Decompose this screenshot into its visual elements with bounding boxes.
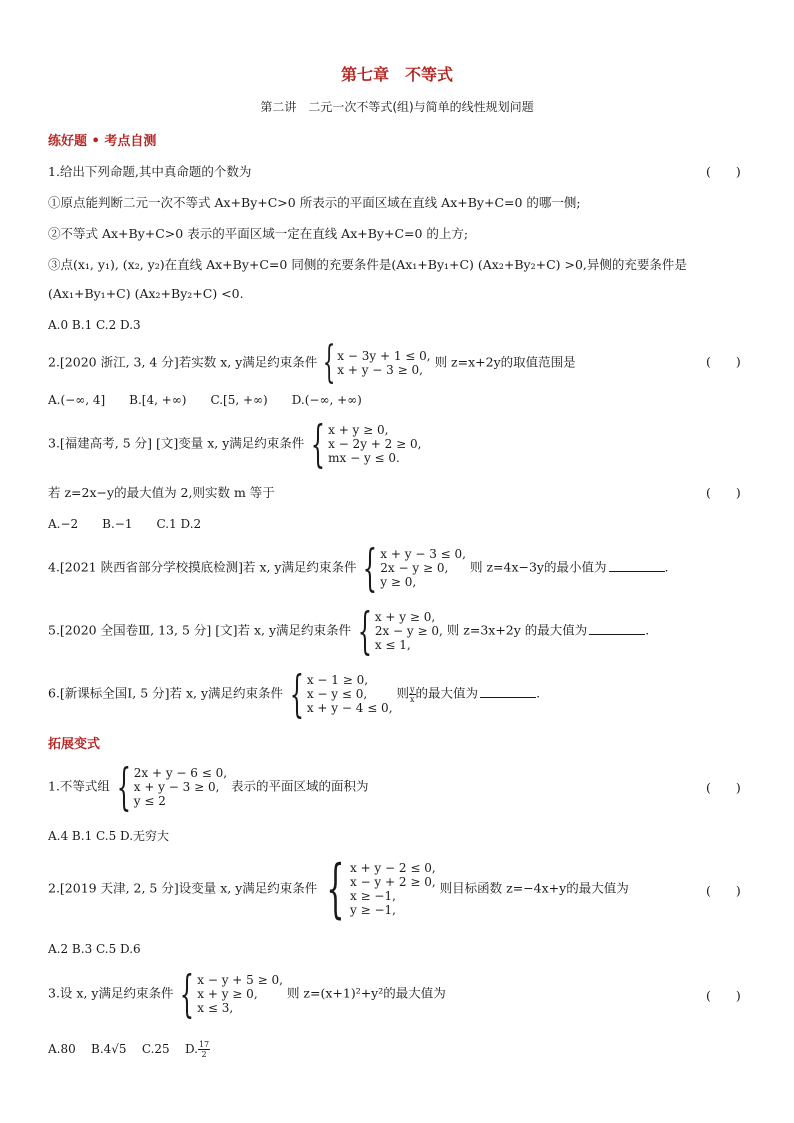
constraint-row: x − 1 ≥ 0, <box>306 673 369 687</box>
constraint-row: x + y ≥ 0, <box>197 987 258 1001</box>
extension-1 <box>48 758 369 816</box>
left-brace: { <box>289 665 305 723</box>
constraint-row: 2x − y ≥ 0, <box>374 624 443 638</box>
section-heading-practice: 练好题 • 考点自测 <box>48 134 157 149</box>
problem-1-stem: 1.给出下列命题,其中真命题的个数为 <box>48 164 252 179</box>
extension-3 <box>48 965 446 1023</box>
constraint-system <box>321 337 431 388</box>
problem-1-item-2: ②不等式 Ax+By+C>0 表示的平面区域一定在直线 Ax+By+C=0 的上方; <box>48 226 469 241</box>
constraint-system <box>114 758 228 816</box>
option-a: A.80 <box>48 1042 76 1056</box>
extension-1-pre: 1.不等式组 <box>48 778 110 794</box>
constraint-system <box>355 602 443 660</box>
extension-2-post: 则目标函数 z=−4x+y的最大值为 <box>439 880 629 896</box>
problem-3-options: A.−2 B.−1 C.1 D.2 <box>48 517 202 531</box>
problem-3-post: 若 z=2x−y的最大值为 2,则实数 m 等于 <box>48 485 275 500</box>
answer-blank <box>609 559 665 572</box>
extension-1-post: 表示的平面区域的面积为 <box>231 778 369 794</box>
fraction-numerator: 17 <box>198 1040 210 1049</box>
constraint-row: x + y ≥ 0, <box>374 610 436 624</box>
problem-2 <box>48 337 576 388</box>
problem-5-pre: 5.[2020 全国卷Ⅲ, 13, 5 分] [文]若 x, y满足约束条件 <box>48 622 352 638</box>
constraint-system <box>308 415 422 473</box>
fraction-denominator: 2 <box>201 1050 207 1059</box>
fraction-denominator: x <box>410 694 415 704</box>
left-brace: { <box>116 758 131 816</box>
constraint-row: x − 3y + 1 ≤ 0, <box>337 349 431 363</box>
problem-2-options: A.(−∞, 4] B.[4, +∞) C.[5, +∞) D.(−∞, +∞) <box>48 393 362 407</box>
constraint-row: x ≥ −1, <box>349 889 396 903</box>
constraint-row: mx − y ≤ 0. <box>328 451 400 465</box>
constraint-row: y ≤ 2 <box>133 794 166 808</box>
constraint-row: x + y − 4 ≤ 0, <box>306 701 393 715</box>
problem-1-options: A.0 B.1 C.2 D.3 <box>48 318 141 332</box>
answer-bracket: ( ) <box>706 164 741 179</box>
constraint-row: x − y + 5 ≥ 0, <box>197 973 283 987</box>
extension-2-options: A.2 B.3 C.5 D.6 <box>48 942 141 956</box>
problem-1-item-3-cont: (Ax₁+By₁+C) (Ax₂+By₂+C) <0. <box>48 286 244 301</box>
left-brace: { <box>363 539 378 597</box>
constraint-row: x − y + 2 ≥ 0, <box>349 875 436 889</box>
constraint-row: y ≥ −1, <box>349 903 396 917</box>
left-brace: { <box>326 852 345 926</box>
constraint-row: x + y − 3 ≥ 0, <box>133 780 220 794</box>
left-brace: { <box>180 965 195 1023</box>
left-brace: { <box>311 415 326 473</box>
problem-6-post-b: 的最大值为 <box>415 685 479 701</box>
constraint-row: x + y − 2 ≤ 0, <box>349 861 436 875</box>
extension-3-pre: 3.设 x, y满足约束条件 <box>48 985 174 1001</box>
problem-4-post: 则 z=4x−3y的最小值为 <box>469 559 607 575</box>
left-brace: { <box>322 337 336 388</box>
constraint-row: y ≥ 0, <box>380 575 417 589</box>
constraint-system <box>360 539 466 597</box>
problem-6-pre: 6.[新课标全国Ⅰ, 5 分]若 x, y满足约束条件 <box>48 685 284 701</box>
option-d: D. <box>184 1042 198 1056</box>
constraint-row: x + y ≥ 0, <box>328 423 389 437</box>
fraction-numerator: y <box>410 684 415 694</box>
answer-bracket: ( ) <box>706 780 741 795</box>
answer-bracket: ( ) <box>706 988 741 1003</box>
extension-3-options <box>48 1040 210 1059</box>
answer-bracket: ( ) <box>706 883 741 898</box>
constraint-row: x + y − 3 ≥ 0, <box>337 363 423 377</box>
answer-bracket: ( ) <box>706 485 741 500</box>
constraint-row: 2x − y ≥ 0, <box>380 561 449 575</box>
option-c: C.25 <box>141 1042 170 1056</box>
constraint-row: x ≤ 3, <box>197 1001 234 1015</box>
problem-5-post: 则 z=3x+2y 的最大值为 <box>446 622 588 638</box>
option-b: B.4√5 <box>91 1042 127 1056</box>
constraint-row: x − 2y + 2 ≥ 0, <box>328 437 422 451</box>
problem-4-pre: 4.[2021 陕西省部分学校摸底检测]若 x, y满足约束条件 <box>48 559 357 575</box>
constraint-system <box>177 965 283 1023</box>
left-brace: { <box>357 602 373 660</box>
chapter-title: 第七章 不等式 <box>340 65 453 84</box>
answer-blank <box>589 622 645 635</box>
constraint-row: 2x + y − 6 ≤ 0, <box>133 766 228 780</box>
problem-6: 6.[新课标全国Ⅰ, 5 分]若 x, y满足约束条件 { x − 1 ≥ 0, x − y ≤ 0, x + y − 4 ≤ 0, 则 $\frac{y}{x}$ 的最大值为 . <box>48 665 541 723</box>
answer-bracket: ( ) <box>706 354 741 369</box>
extension-1-options: A.4 B.1 C.5 D.无穷大 <box>48 829 170 843</box>
problem-3-pre: 3.[福建高考, 5 分] [文]变量 x, y满足约束条件 <box>48 435 305 451</box>
extension-2-pre: 2.[2019 天津, 2, 5 分]设变量 x, y满足约束条件 <box>48 880 318 896</box>
problem-1-item-3: ③点(x₁, y₁), (x₂, y₂)在直线 Ax+By+C=0 同侧的充要条件是(Ax₁+By₁+C) (Ax₂+By₂+C) >0,异侧的充要条件是 <box>48 257 687 272</box>
problem-2-post: 则 z=x+2y的取值范围是 <box>434 354 576 370</box>
section-heading-extension: 拓展变式 <box>48 737 101 752</box>
fraction <box>198 1040 210 1059</box>
extension-3-post: 则 z=(x+1)²+y²的最大值为 <box>286 985 446 1001</box>
problem-3 <box>48 415 422 473</box>
problem-2-pre: 2.[2020 浙江, 3, 4 分]若实数 x, y满足约束条件 <box>48 354 318 370</box>
lesson-subtitle: 第二讲 二元一次不等式(组)与简单的线性规划问题 <box>260 100 534 114</box>
constraint-system <box>287 665 393 723</box>
problem-6-post-a: 则 <box>396 685 410 701</box>
problem-5: 5.[2020 全国卷Ⅲ, 13, 5 分] [文]若 x, y满足约束条件 { x + y ≥ 0, 2x − y ≥ 0, x ≤ 1, 则 z=3x+2y 的最大值为 . <box>48 602 650 660</box>
constraint-row: x − y ≤ 0, <box>306 687 368 701</box>
constraint-row: x + y − 3 ≤ 0, <box>380 547 466 561</box>
problem-4: 4.[2021 陕西省部分学校摸底检测]若 x, y满足约束条件 { x + y − 3 ≤ 0, 2x − y ≥ 0, y ≥ 0, 则 z=4x−3y的最小值为 . <box>48 539 669 597</box>
problem-1-item-1: ①原点能判断二元一次不等式 Ax+By+C>0 所表示的平面区域在直线 Ax+By+C=0 的哪一侧; <box>48 195 581 210</box>
extension-2 <box>48 852 629 926</box>
constraint-row: x ≤ 1, <box>374 638 411 652</box>
constraint-system <box>321 852 436 926</box>
answer-blank <box>480 685 536 698</box>
